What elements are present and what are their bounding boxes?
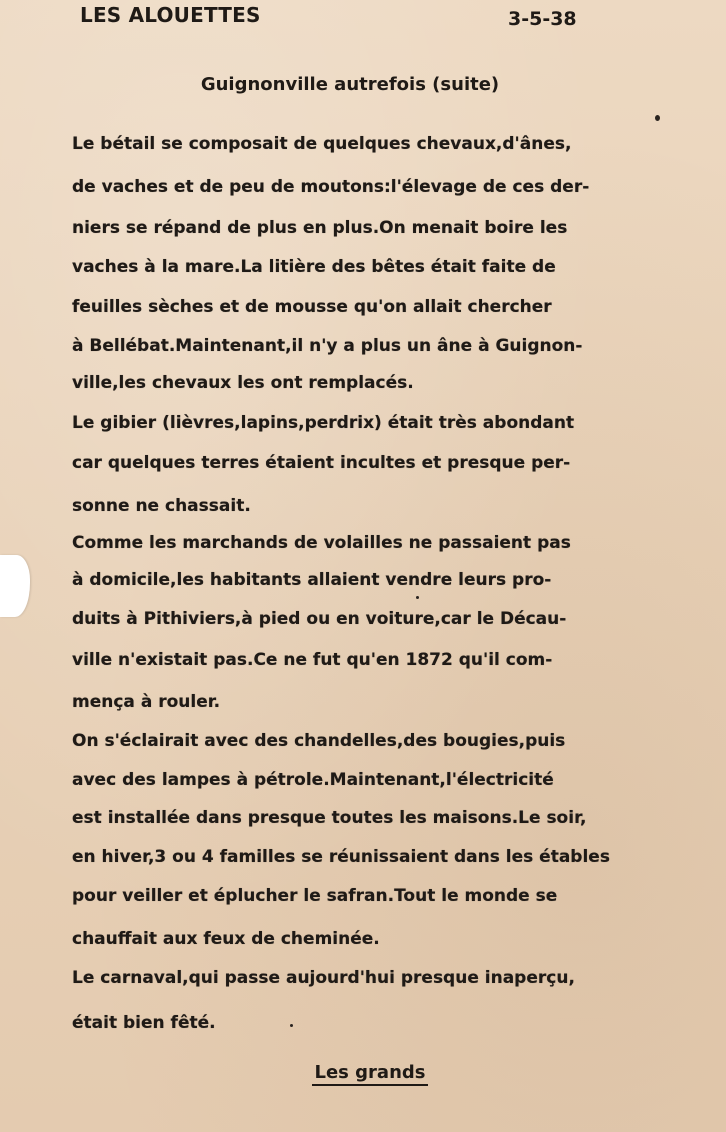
body-line: ville,les chevaux les ont remplacés. (72, 373, 414, 393)
publication-name: LES ALOUETTES (80, 3, 261, 27)
body-line: pour veiller et éplucher le safran.Tout le monde se (72, 886, 558, 906)
body-line: chauffait aux feux de cheminée. (72, 929, 380, 949)
body-line: car quelques terres étaient incultes et presque per- (72, 453, 571, 473)
body-line: mença à rouler. (72, 692, 221, 712)
body-line: est installée dans presque toutes les maisons.Le soir, (72, 808, 587, 828)
body-line: niers se répand de plus en plus.On menait boire les (72, 218, 568, 238)
body-line: Comme les marchands de volailles ne passaient pas (72, 533, 571, 553)
body-line: On s'éclairait avec des chandelles,des bougies,puis (72, 731, 566, 751)
torn-hole (0, 555, 30, 617)
body-line: en hiver,3 ou 4 familles se réunissaient dans les étables (72, 847, 610, 867)
ink-speck (416, 596, 419, 599)
body-line: avec des lampes à pétrole.Maintenant,l'électricité (72, 770, 554, 790)
body-line: vaches à la mare.La litière des bêtes était faite de (72, 257, 556, 277)
body-line: de vaches et de peu de moutons:l'élevage de ces der- (72, 177, 590, 197)
ink-speck (655, 115, 660, 121)
body-line: Le gibier (lièvres,lapins,perdrix) était très abondant (72, 413, 575, 433)
body-line: à domicile,les habitants allaient vendre leurs pro- (72, 570, 552, 590)
body-line: feuilles sèches et de mousse qu'on allait chercher (72, 297, 552, 317)
body-line: Le bétail se composait de quelques chevaux,d'ânes, (72, 134, 572, 154)
body-line: duits à Pithiviers,à pied ou en voiture,car le Décau- (72, 609, 567, 629)
body-line: ville n'existait pas.Ce ne fut qu'en 1872 qu'il com- (72, 650, 553, 670)
issue-date: 3-5-38 (508, 8, 577, 30)
article-title: Guignonville autrefois (suite) (200, 74, 500, 95)
body-line: était bien fêté. (72, 1013, 216, 1033)
ink-speck (290, 1024, 293, 1027)
body-line: à Bellébat.Maintenant,il n'y a plus un âne à Guignon- (72, 336, 583, 356)
body-line: sonne ne chassait. (72, 496, 251, 516)
signature (0, 1062, 726, 1086)
body-line: Le carnaval,qui passe aujourd'hui presque inaperçu, (72, 968, 575, 988)
signature-text: Les grands (312, 1062, 429, 1086)
